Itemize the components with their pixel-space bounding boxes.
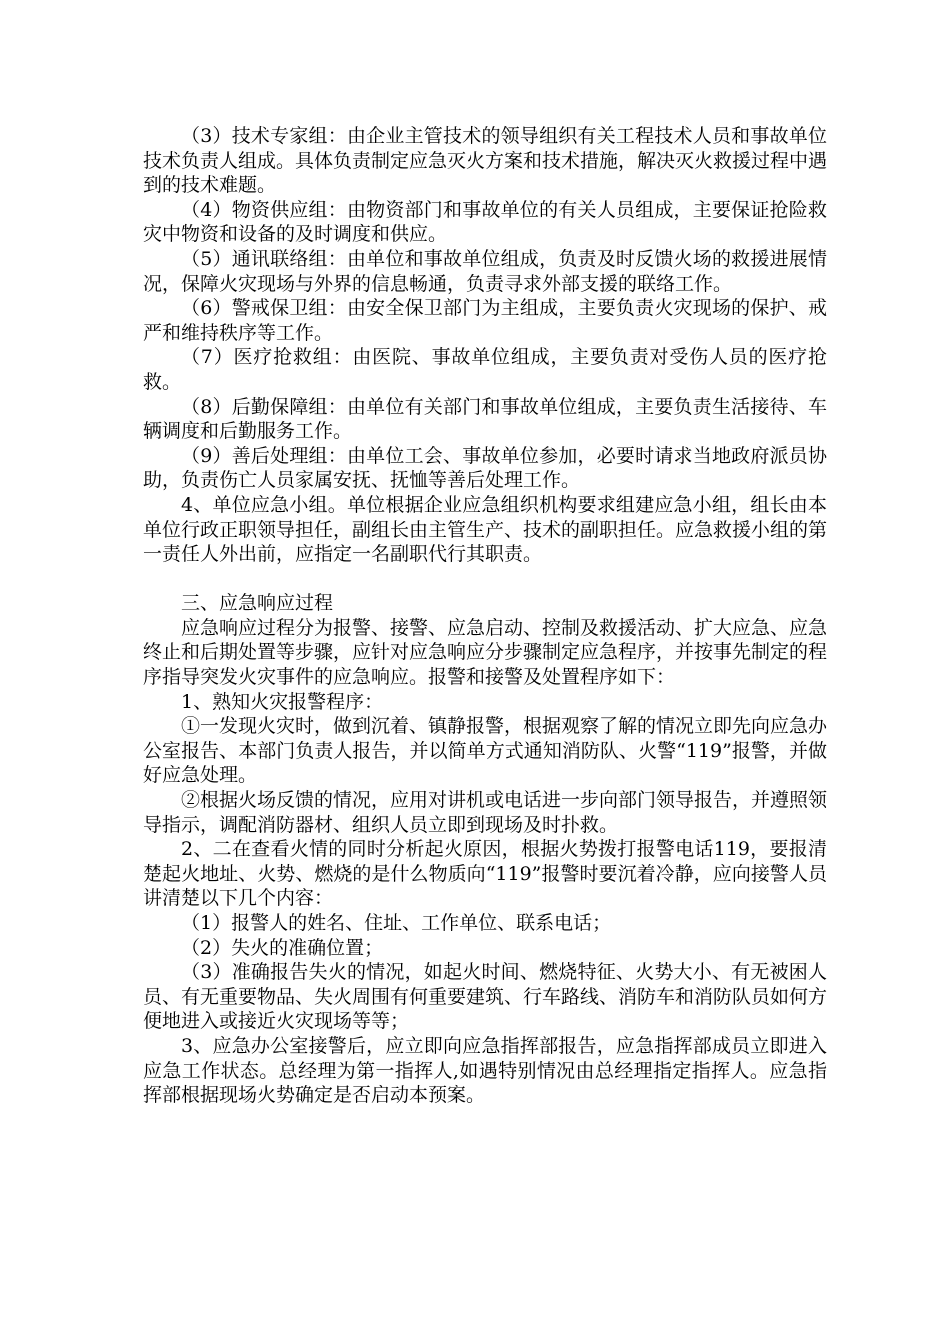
paragraph-alarm-step-1: ①一发现火灾时，做到沉着、镇静报警，根据观察了解的情况立即先向应急办公室报告、本部门负责人报告，并以简单方式通知消防队、火警“119”报警，并做好应急处理。 — [143, 715, 828, 787]
blank-line — [143, 567, 827, 592]
paragraph-report-item-3: （3）准确报告失火的情况，如起火时间、燃烧特征、火势大小、有无被困人员、有无重要物品、失火周围有何重要建筑、行车路线、消防车和消防队员如何方便地进入或接近火灾现场等等； — [143, 961, 828, 1033]
paragraph-supply-group: （4）物资供应组：由物资部门和事故单位的有关人员组成，主要保证抢险救灾中物资和设备的及时调度和供应。 — [143, 198, 827, 246]
paragraph-security-group: （6）警戒保卫组：由安全保卫部门为主组成，主要负责火灾现场的保护、戒严和维持秩序等工作。 — [143, 297, 827, 344]
paragraph-response-overview: 应急响应过程分为报警、接警、应急启动、控制及救援活动、扩大应急、应急终止和后期处置等步骤，应针对应急响应分步骤制定应急程序，并按事先制定的程序指导突发火灾事件的应急响应。报警和接警及处置程序如下： — [143, 616, 828, 689]
paragraph-alarm-procedure-title: 1、熟知火灾报警程序： — [181, 690, 384, 713]
paragraph-medical-group: （7）医疗抢救组：由医院、事故单位组成，主要负责对受伤人员的医疗抢救。 — [143, 346, 827, 393]
paragraph-call-119: 2、二在查看火情的同时分析起火原因，根据火势拨打报警电话119，要报清楚起火地址、火势、燃烧的是什么物质向“119”报警时要沉着冷静，应向接警人员讲清楚以下几个内容： — [143, 838, 827, 910]
paragraph-office-receives-alarm: 3、应急办公室接警后，应立即向应急指挥部报告，应急指挥部成员立即进入应急工作状态。总经理为第一指挥人,如遇特别情况由总经理指定指挥人。应急指挥部根据现场火势确定是否启动本预案。 — [143, 1034, 827, 1107]
section-heading: 三、应急响应过程 — [181, 592, 334, 615]
paragraph-tech-expert-group: （3）技术专家组：由企业主管技术的领导组织有关工程技术人员和事故单位技术负责人组成。具体负责制定应急灭火方案和技术措施，解决灭火救援过程中遇到的技术难题。 — [143, 125, 828, 197]
document-page — [143, 124, 827, 1108]
paragraph-report-item-2: （2）失火的准确位置； — [181, 936, 384, 959]
paragraph-aftermath-group: （9）善后处理组：由单位工会、事故单位参加，必要时请求当地政府派员协助，负责伤亡人员家属安抚、抚恤等善后处理工作。 — [143, 444, 827, 492]
paragraph-report-item-1: （1）报警人的姓名、住址、工作单位、联系电话； — [181, 912, 612, 934]
paragraph-unit-emergency-team: 4、单位应急小组。单位根据企业应急组织机构要求组建应急小组，组长由本单位行政正职领导担任，副组长由主管生产、技术的副职担任。应急救援小组的第一责任人外出前，应指定一名副职代行其职责。 — [143, 493, 828, 566]
paragraph-logistics-group: （8）后勤保障组：由单位有关部门和事故单位组成，主要负责生活接待、车辆调度和后勤服务工作。 — [143, 395, 827, 443]
paragraph-alarm-step-2: ②根据火场反馈的情况，应用对讲机或电话进一步向部门领导报告，并遵照领导指示，调配消防器材、组织人员立即到现场及时扑救。 — [143, 789, 828, 836]
paragraph-communication-group: （5）通讯联络组：由单位和事故单位组成，负责及时反馈火场的救援进展情况，保障火灾现场与外界的信息畅通，负责寻求外部支援的联络工作。 — [143, 247, 827, 295]
